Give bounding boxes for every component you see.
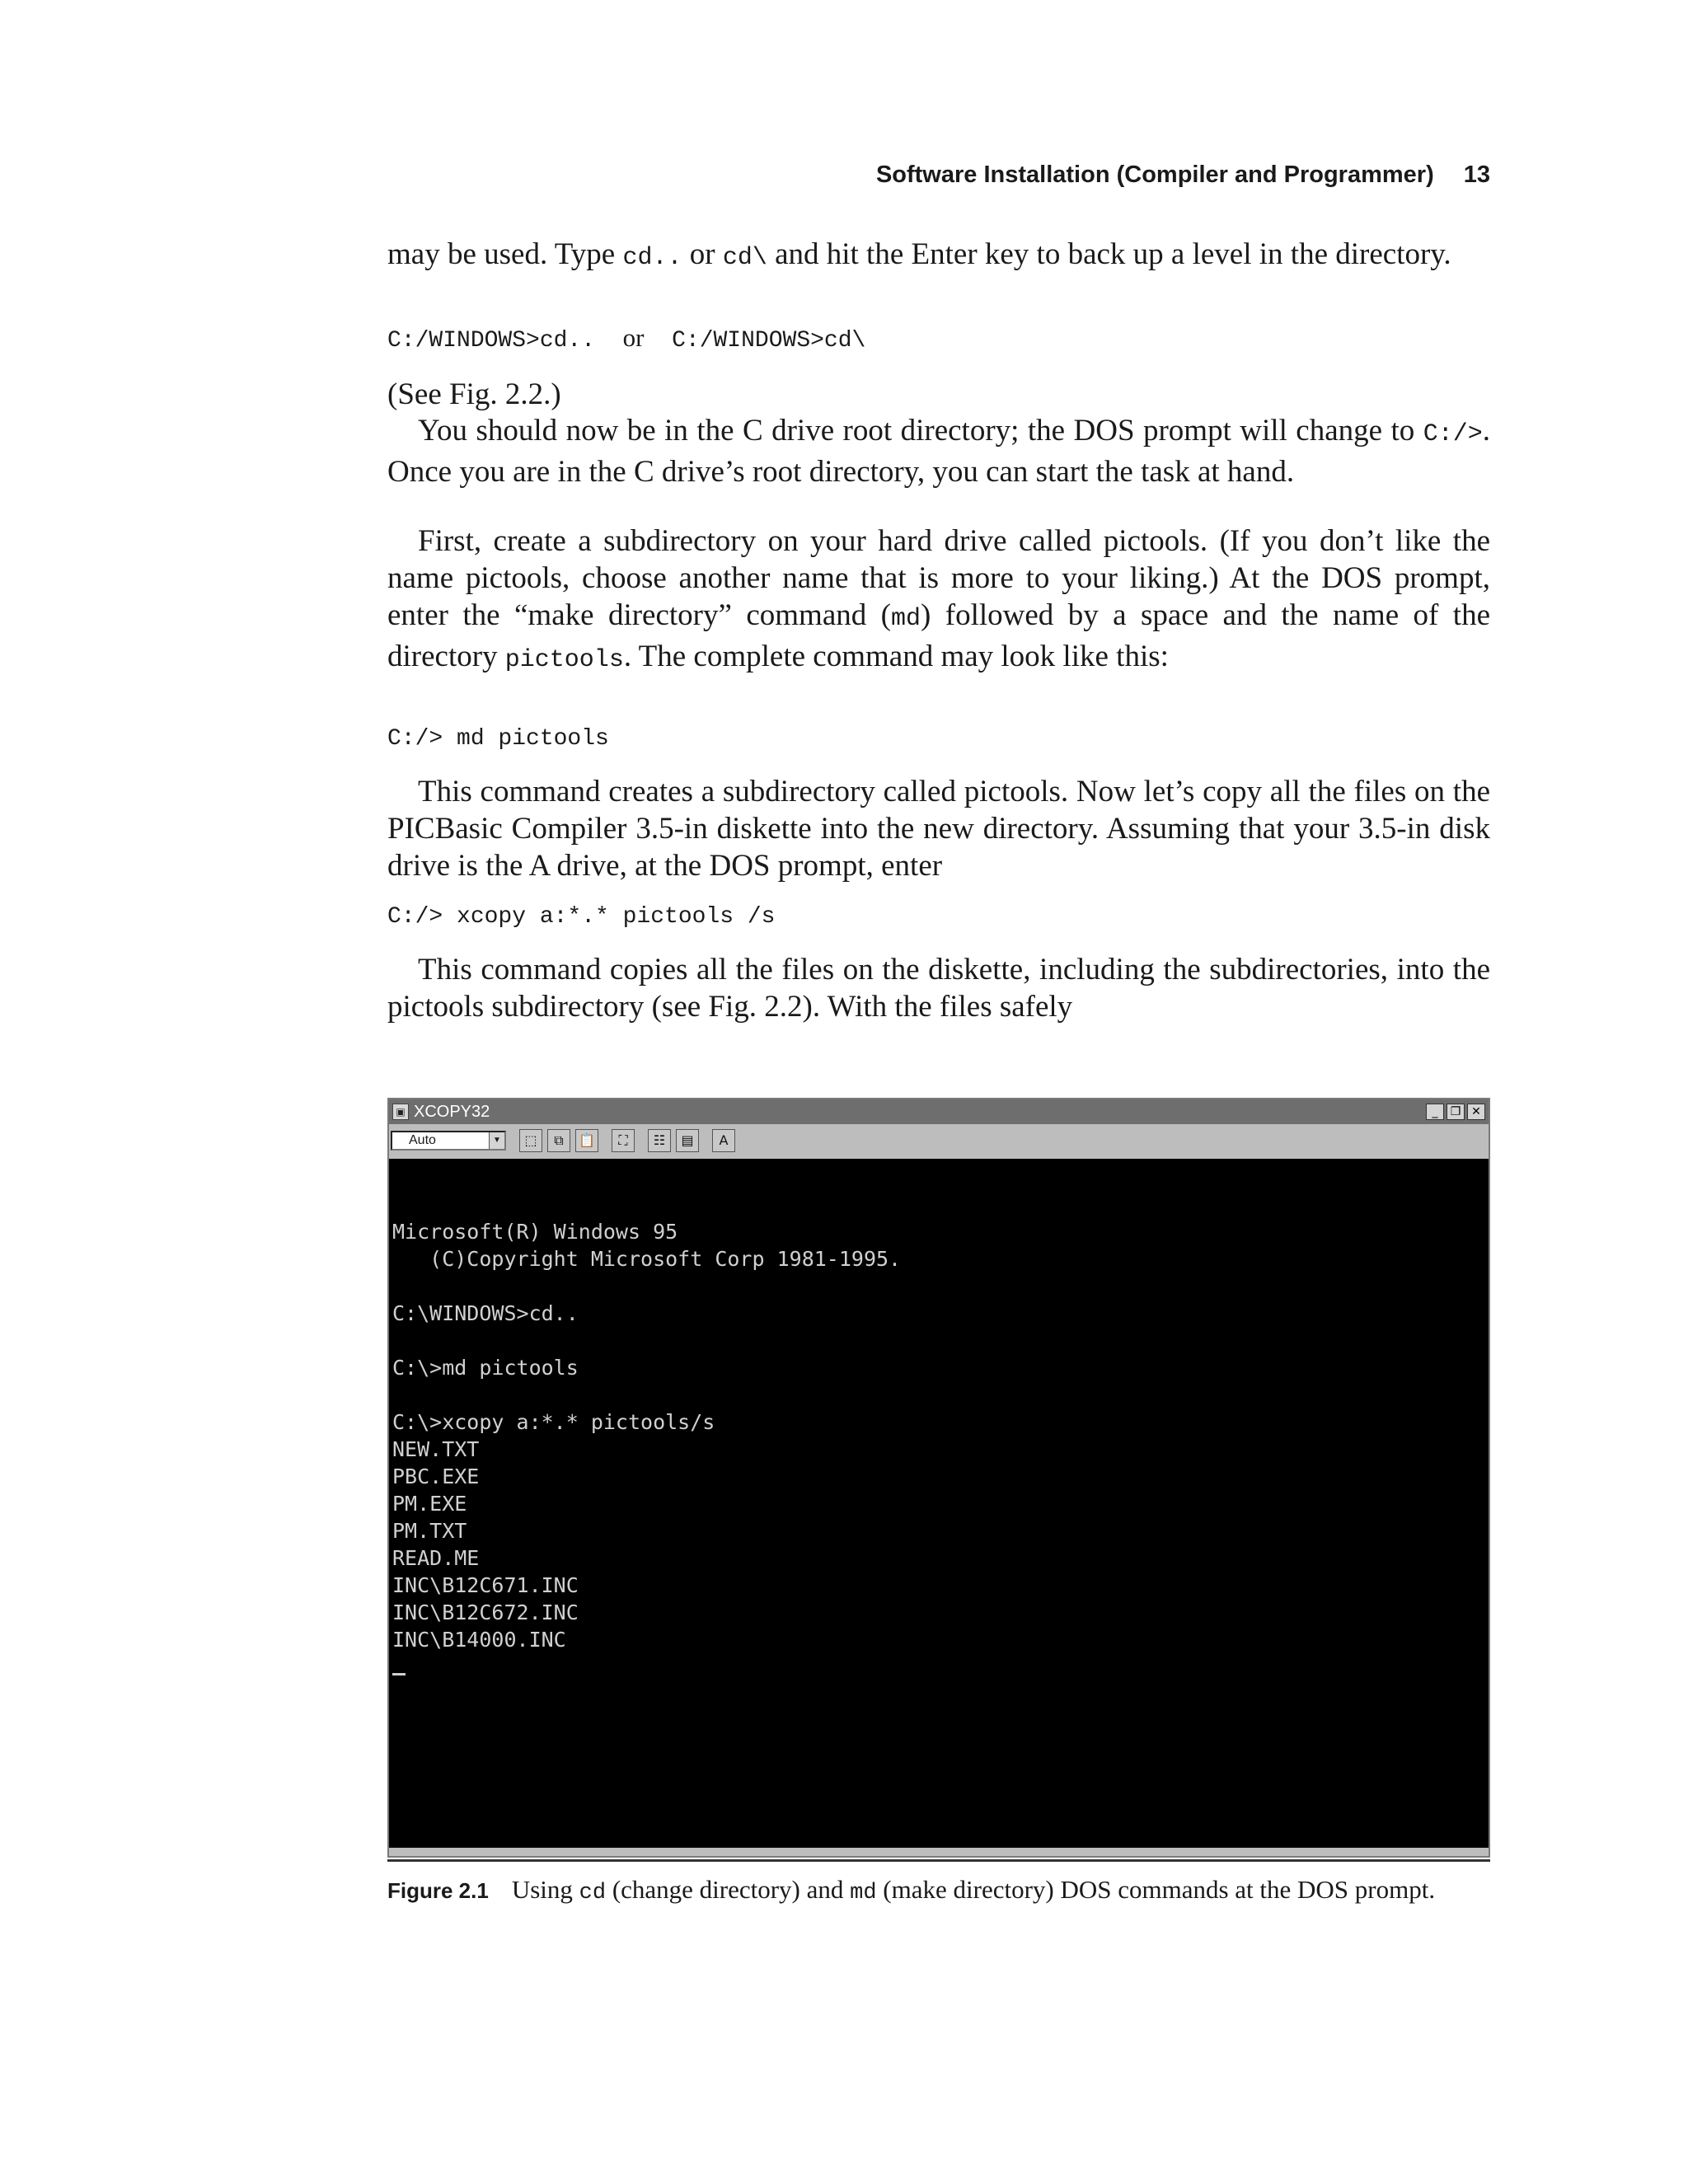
- font-size-select[interactable]: [391, 1131, 506, 1151]
- console-line: C:\>md pictools: [392, 1356, 579, 1380]
- para3-text-1: You should now be in the C drive root directory; the DOS prompt will change to: [418, 414, 1423, 448]
- para1-text-1: may be used. Type: [387, 237, 623, 271]
- code1-a: C:/WINDOWS>cd..: [387, 328, 596, 354]
- minimize-button[interactable]: _: [1426, 1104, 1444, 1120]
- code-line-1: [387, 324, 1490, 355]
- code1-b: C:/WINDOWS>cd\: [672, 328, 866, 354]
- code-line-3: C:/> xcopy a:*.* pictools /s: [387, 904, 776, 930]
- console-line: Microsoft(R) Windows 95: [392, 1220, 678, 1244]
- running-header: [387, 162, 1490, 189]
- console-output[interactable]: [389, 1159, 1489, 1848]
- properties-button[interactable]: ☷: [648, 1129, 671, 1152]
- caption-code-md: md: [850, 1881, 877, 1905]
- paragraph-4: [387, 523, 1490, 679]
- console-line: [392, 1381, 1489, 1408]
- console-line: (C)Copyright Microsoft Corp 1981-1995.: [392, 1247, 902, 1271]
- paragraph-6: [387, 951, 1490, 1025]
- figure-caption: [387, 1876, 1467, 1907]
- console-line: READ.ME: [392, 1546, 480, 1570]
- console-line: NEW.TXT: [392, 1437, 480, 1461]
- console-cursor-line: [392, 1653, 1489, 1680]
- paragraph-3: [387, 412, 1490, 490]
- full-screen-button[interactable]: ⛶: [612, 1129, 635, 1152]
- code1-or: or: [622, 323, 645, 352]
- close-button[interactable]: ✕: [1467, 1104, 1485, 1120]
- code-cd-backslash: cd\: [722, 244, 767, 272]
- page-number: 13: [1463, 162, 1490, 188]
- copy-button[interactable]: ⧉: [547, 1129, 570, 1152]
- console-line: INC\B14000.INC: [392, 1628, 566, 1652]
- console-line: [392, 1272, 1489, 1300]
- window-toolbar: [389, 1124, 1489, 1157]
- console-line: C:\>xcopy a:*.* pictools/s: [392, 1410, 715, 1434]
- console-line: INC\B12C672.INC: [392, 1601, 579, 1624]
- font-size-value: Auto: [409, 1133, 436, 1147]
- caption-text-2: (change directory) and: [606, 1875, 851, 1904]
- dropdown-arrow-icon[interactable]: ▼: [489, 1132, 504, 1149]
- code-prompt: C:/>: [1423, 420, 1483, 448]
- para3-text-2: . Once you are in the C drive’s root directory, you can start the task at hand.: [387, 414, 1490, 489]
- console-line: PM.TXT: [392, 1519, 467, 1543]
- figure-label: Figure 2.1: [387, 1878, 489, 1903]
- para1-text-2: or: [682, 237, 723, 271]
- code-pictools: pictools: [504, 646, 624, 674]
- code-md: md: [891, 605, 921, 633]
- paragraph-2: [387, 376, 1490, 413]
- background-button[interactable]: ▤: [676, 1129, 699, 1152]
- caption-text-3: (make directory) DOS commands at the DOS prompt.: [876, 1875, 1436, 1904]
- code-cd-dotdot: cd..: [622, 244, 682, 272]
- paragraph-5: [387, 773, 1490, 884]
- para4-text-3: . The complete command may look like this:: [623, 640, 1169, 673]
- caption-code-cd: cd: [579, 1881, 607, 1905]
- window-titlebar[interactable]: [389, 1099, 1489, 1124]
- console-line: [392, 1327, 1489, 1354]
- text-cursor: [392, 1673, 406, 1675]
- console-line: C:\WINDOWS>cd..: [392, 1301, 579, 1325]
- para6-text: This command copies all the files on the diskette, including the subdirectories, into the pictools subdirectory (see Fig. 2.2). With the files safely: [387, 953, 1490, 1024]
- dos-window: [387, 1098, 1490, 1858]
- running-title: Software Installation (Compiler and Programmer): [875, 162, 1434, 188]
- figure-rule: [387, 1859, 1490, 1862]
- para4-text-2: ) followed by a space and the name of the directory: [387, 598, 1490, 673]
- para4-text-1: First, create a subdirectory on your hard drive called pictools. (If you don’t like the name pictools, choose another name that is more to your liking.) At the DOS prompt, enter the “make directory” command (: [387, 524, 1490, 632]
- window-title: XCOPY32: [414, 1102, 490, 1121]
- code-line-2: C:/> md pictools: [387, 726, 609, 752]
- para5-text: This command creates a subdirectory called pictools. Now let’s copy all the files on the PICBasic Compiler 3.5-in diskette into the new directory. Assuming that your 3.5-in disk drive is the A drive, at the DOS prompt, enter: [387, 775, 1490, 883]
- see-fig-text: (See Fig. 2.2.): [387, 377, 561, 411]
- para1-text-3: and hit the Enter key to back up a level in the directory.: [767, 237, 1451, 271]
- mark-button[interactable]: ⬚: [519, 1129, 542, 1152]
- paragraph-1: [387, 236, 1490, 277]
- font-button[interactable]: A: [712, 1129, 735, 1152]
- console-line: INC\B12C671.INC: [392, 1573, 579, 1597]
- maximize-button[interactable]: ❐: [1447, 1104, 1465, 1120]
- msdos-icon: ▣: [392, 1104, 409, 1120]
- paste-button[interactable]: 📋: [575, 1129, 598, 1152]
- caption-text-1: Using: [511, 1875, 579, 1904]
- console-line: PM.EXE: [392, 1492, 467, 1516]
- console-line: PBC.EXE: [392, 1465, 480, 1488]
